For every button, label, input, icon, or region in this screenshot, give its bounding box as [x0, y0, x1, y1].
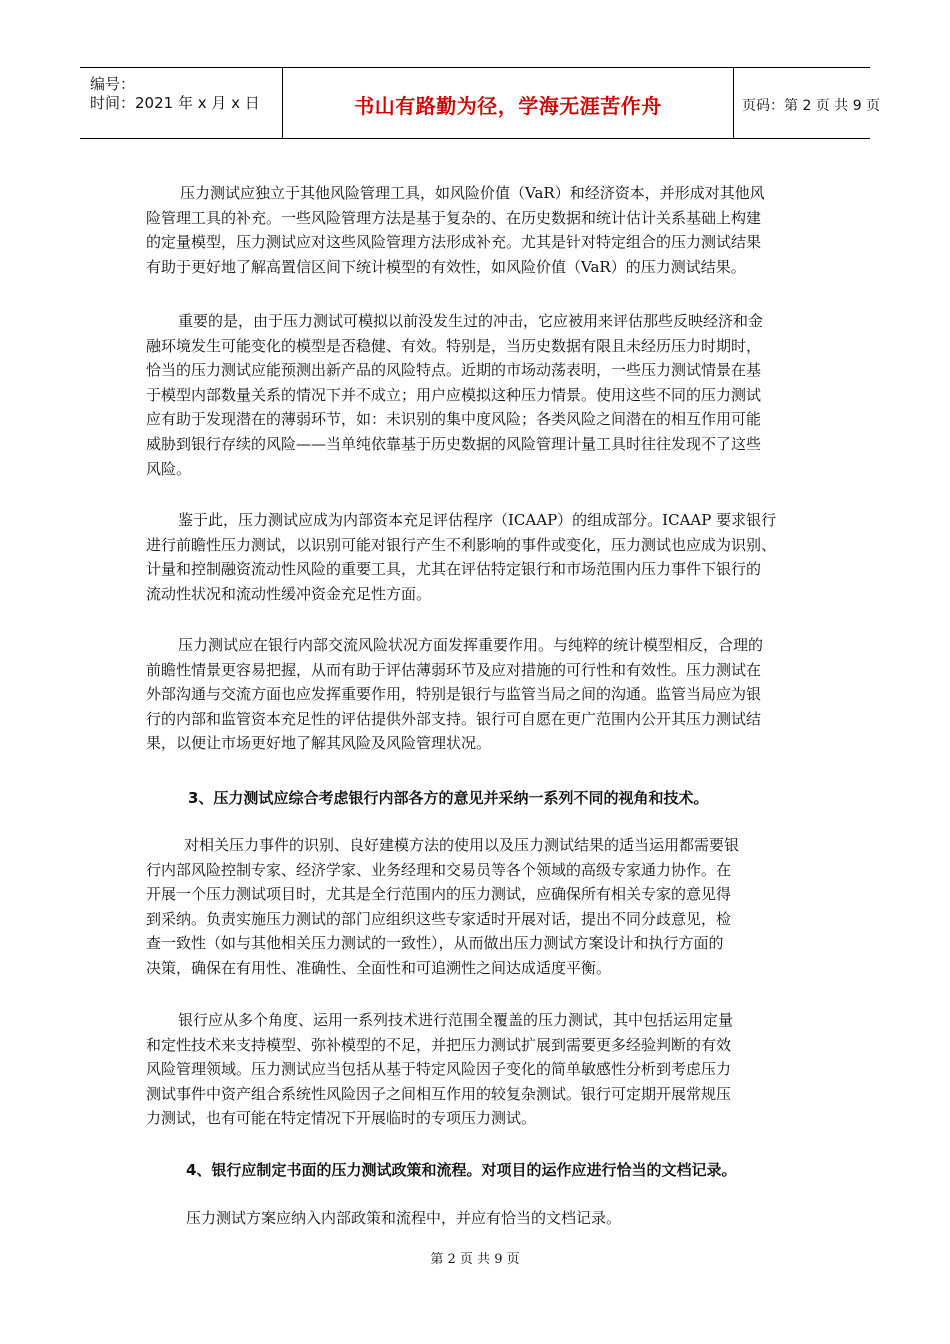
text-line: 压力测试应在银行内部交流风险状况方面发挥重要作用。与纯粹的统计模型相反，合理的	[178, 636, 764, 654]
text-line: 行内部风险控制专家、经济学家、业务经理和交易员等各个领域的高级专家通力协作。在	[146, 860, 732, 879]
text-line: 行的内部和监管资本充足性的评估提供外部支持。银行可自愿在更广范围内公开其压力测试结	[146, 709, 762, 728]
header-page-cell	[734, 68, 881, 138]
text-line: 到采纳。负责实施压力测试的部门应组织这些专家适时开展对话，提出不同分歧意见，检	[146, 909, 732, 928]
text-line: 于模型内部数量关系的情况下并不成立；用户应模拟这种压力情景。使用这些不同的压力测试	[146, 385, 762, 404]
paragraph-7	[186, 1206, 621, 1231]
text-line: 压力测试方案应纳入内部政策和流程中，并应有恰当的文档记录。	[186, 1209, 622, 1227]
text-line: 风险管理领域。压力测试应当包括从基于特定风险因子变化的简单敏感性分析到考虑压力	[146, 1060, 732, 1079]
text-line: 力测试，也有可能在特定情况下开展临时的专项压力测试。	[146, 1109, 537, 1128]
text-line: 计量和控制融资流动性风险的重要工具，尤其在评估特定银行和市场范围内压力事件下银行的	[146, 560, 762, 579]
text-line: 外部沟通与交流方面也应发挥重要作用，特别是银行与监管当局之间的沟通。监管当局应为银	[146, 685, 762, 704]
motto: 书山有路勤为径，学海无涯苦作舟	[354, 94, 662, 118]
text-line: 决策，确保在有用性、准确性、全面性和可追溯性之间达成适度平衡。	[146, 958, 612, 977]
text-line: 果，以便让市场更好地了解其风险及风险管理状况。	[146, 734, 492, 753]
text-line: 的定量模型，压力测试应对这些风险管理方法形成补充。尤其是针对特定组合的压力测试结果	[146, 233, 762, 252]
text-line: 和定性技术来支持模型、弥补模型的不足，并把压力测试扩展到需要更多经验判断的有效	[146, 1035, 732, 1054]
text-line: 前瞻性情景更容易把握，从而有助于评估薄弱环节及应对措施的可行性和有效性。压力测试在	[146, 660, 762, 679]
text-line: 对相关压力事件的识别、良好建模方法的使用以及压力测试结果的适当运用都需要银	[184, 836, 740, 854]
text-line: 重要的是，由于压力测试可模拟以前没发生过的冲击，它应被用来评估那些反映经济和金	[178, 312, 764, 330]
section-heading-4: 4、银行应制定书面的压力测试政策和流程。对项目的运作应进行恰当的文档记录。	[186, 1161, 737, 1179]
page-info: 页码：第 2 页 共 9 页	[742, 98, 881, 114]
text-line: 测试事件中资产组合系统性风险因子之间相互作用的较复杂测试。银行可定期开展常规压	[146, 1084, 732, 1103]
text-line: 流动性状况和流动性缓冲资金充足性方面。	[146, 584, 432, 603]
text-line: 进行前瞻性压力测试，以识别可能对银行产生不利影响的事件或变化，压力测试也应成为识别、	[146, 535, 777, 554]
paragraph-5	[146, 833, 739, 981]
text-line: 险管理工具的补充。一些风险管理方法是基于复杂的、在历史数据和统计估计关系基础上构建	[146, 208, 762, 227]
text-line: 威胁到银行存续的风险——当单纯依靠基于历史数据的风险管理计量工具时往往发现不了这些	[146, 434, 762, 453]
page-footer: 第 2 页 共 9 页	[430, 1252, 520, 1267]
time-label: 时间：2021 年 x 月 x 日	[90, 94, 260, 112]
text-line: 银行应从多个角度、运用一系列技术进行范围全覆盖的压力测试，其中包括运用定量	[178, 1011, 734, 1029]
text-line: 有助于更好地了解高置信区间下统计模型的有效性，如风险价值（VaR）的压力测试结果。	[146, 257, 746, 276]
paragraph-4	[146, 633, 763, 756]
text-line: 压力测试应独立于其他风险管理工具，如风险价值（VaR）和经济资本，并形成对其他风	[180, 184, 765, 202]
text-line: 融环境发生可能变化的模型是否稳健、有效。特别是，当历史数据有限且未经历压力时期时，	[146, 336, 762, 355]
text-line: 风险。	[146, 459, 192, 478]
page-header	[80, 67, 881, 139]
paragraph-3	[146, 508, 776, 606]
number-label: 编号：	[90, 75, 136, 93]
header-motto-cell	[283, 68, 734, 138]
text-line: 恰当的压力测试应能预测出新产品的风险特点。近期的市场动荡表明，一些压力测试情景在基	[146, 361, 762, 380]
text-line: 查一致性（如与其他相关压力测试的一致性），从而做出压力测试方案设计和执行方面的	[146, 934, 724, 953]
text-line: 鉴于此，压力测试应成为内部资本充足评估程序（ICAAP）的组成部分。ICAAP 要求银行	[178, 511, 777, 529]
paragraph-1	[146, 181, 765, 279]
text-line: 开展一个压力测试项目时，尤其是全行范围内的压力测试，应确保所有相关专家的意见得	[146, 885, 732, 904]
paragraph-6	[146, 1008, 733, 1131]
header-info-cell	[80, 68, 283, 138]
section-heading-3: 3、压力测试应综合考虑银行内部各方的意见并采纳一系列不同的视角和技术。	[188, 789, 709, 807]
text-line: 应有助于发现潜在的薄弱环节，如：未识别的集中度风险；各类风险之间潜在的相互作用可能	[146, 410, 762, 429]
paragraph-2	[146, 309, 763, 481]
